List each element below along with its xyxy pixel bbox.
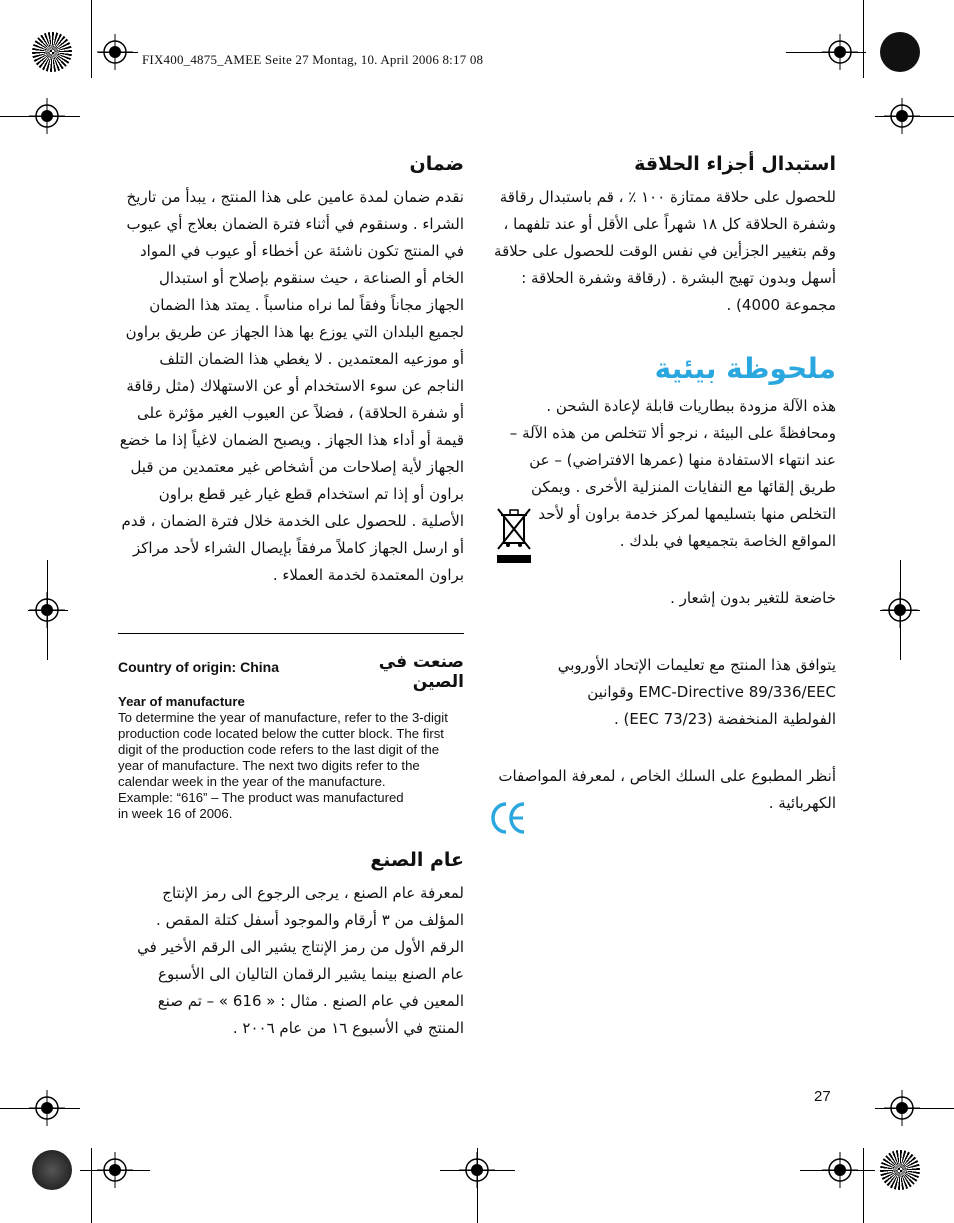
year-of-manufacture-arabic xyxy=(118,846,464,1042)
ce-mark-icon xyxy=(490,798,526,838)
registration-mark-icon xyxy=(884,1090,920,1126)
year-heading: Year of manufacture xyxy=(118,694,245,709)
blade-replacement-text: للحصول على حلاقة ممتازة ١٠٠ ٪ ، قم باستبدال رقاقة وشفرة الحلاقة كل ١٨ شهراً على الأقل أو عند تلفهما ، وقم بتغيير الجزأين في نفس الوقت للحصول على حلاقة أسهل وبدون تهيج البشرة . (رقاقة وشفرة الحلاقة : مجموعة 4000) . xyxy=(494,188,836,314)
environment-heading: ملحوظة بيئية xyxy=(654,352,836,385)
year-text: To determine the year of manufacture, refer to the 3-digit production code located below the cutter block. The first digit of the production code refers to the last digit of the year of manufacture. The next two digits refer to the calendar week in the year of the manufacture. xyxy=(118,710,448,789)
left-column xyxy=(118,150,464,589)
emc-text: يتوافق هذا المنتج مع تعليمات الإتحاد الأوروبي EMC-Directive 89/336/EEC وقوانين الفولطية المنخفضة (73/23 EEC) . xyxy=(557,656,836,728)
print-slug: FIX400_4875_AMEE Seite 27 Montag, 10. April 2006 8:17 08 xyxy=(142,52,484,67)
registration-mark-icon xyxy=(29,98,65,134)
color-rosette-icon xyxy=(32,1150,72,1190)
blade-replacement-heading: استبدال أجزاء الحلاقة xyxy=(634,153,836,175)
year-example-line-1: Example: “616” – The product was manufactured xyxy=(118,790,404,805)
change-notice: خاضعة للتغير بدون إشعار . xyxy=(670,589,836,607)
registration-mark-icon xyxy=(882,592,918,628)
color-rosette-icon xyxy=(32,32,72,72)
arabic-year-heading: عام الصنع xyxy=(370,849,464,871)
origin-english: Country of origin: China xyxy=(118,659,279,675)
section-divider xyxy=(118,633,464,634)
origin-arabic: صنعت في الصين xyxy=(378,652,464,692)
registration-mark-icon xyxy=(97,1152,133,1188)
warranty-text: نقدم ضمان لمدة عامين على هذا المنتج ، يبدأ من تاريخ الشراء . وسنقوم في أثناء فترة الضمان بعلاج أي عيوب في المنتج تكون ناشئة عن أخطاء أو عيوب في المواد الخام أو الصناعة ، حيث سنقوم بإصلاح أو استبدال الجهاز مجاناً وفقاً لما نراه مناسباً . يمتد هذا الضمان لجميع البلدان التي يوزع بها هذا الجهاز عن طريق براون أو موزعيه المعتمدين . لا يغطي هذا الضمان التلف الناجم عن سوء الاستخدام أو عن الاستهلاك (مثل رقاقة أو شفرة الحلاقة) ، فضلاً عن العيوب الغير مؤثرة على قيمة أو أداء هذا الجهاز . ويصبح الضمان لاغياً إذا ما خضع الجهاز لأية إصلاحات من أشخاص غير معتمدين من قبل براون أو إذا تم استخدام قطع غيار غير قطع براون الأصلية . للحصول على الخدمة خلال فترة الضمان ، قدم أو ارسل الجهاز كاملاً مرفقاً بإيصال الشراء لأحد مراكز براون المعتمدة لخدمة العملاء . xyxy=(119,188,464,584)
color-rosette-icon xyxy=(880,1150,920,1190)
warranty-heading: ضمان xyxy=(409,153,464,175)
registration-mark-icon xyxy=(459,1152,495,1188)
year-of-manufacture-english xyxy=(118,694,468,822)
registration-mark-icon xyxy=(822,1152,858,1188)
registration-mark-icon xyxy=(884,98,920,134)
registration-mark-icon xyxy=(29,1090,65,1126)
arabic-year-text: لمعرفة عام الصنع ، يرجى الرجوع الى رمز الإنتاج المؤلف من ٣ أرقام والموجود أسفل كتلة المقص . الرقم الأول من رمز الإنتاج يشير الى الرقم الأخير في عام الصنع بينما يشير الرقمان التاليان الى الأسبوع المعين في عام الصنع . مثال : « 616 » – تم صنع المنتج في الأسبوع ١٦ من عام ٢٠٠٦ . xyxy=(137,884,464,1037)
color-rosette-icon xyxy=(880,32,920,72)
crossed-bin-icon xyxy=(494,505,534,567)
registration-mark-icon xyxy=(822,34,858,70)
rating-text: أنظر المطبوع على السلك الخاص ، لمعرفة المواصفات الكهربائية . xyxy=(498,767,836,812)
year-example-line-2: in week 16 of 2006. xyxy=(118,806,233,821)
registration-mark-icon xyxy=(97,34,133,70)
registration-mark-icon xyxy=(29,592,65,628)
environment-text: هذه الآلة مزودة ببطاريات قابلة لإعادة الشحن . ومحافظةً على البيئة ، نرجو ألا تتخلص من هذه الآلة – عند انتهاء الاستفادة منها (عمرها الافتراضي) – عن طريق إلقائها مع النفايات المنزلية الأخرى . ويمكن التخلص منها بتسليمها لمركز خدمة براون أو لأحد المواقع الخاصة بتجميعها في بلدك . xyxy=(509,397,836,550)
page-number: 27 xyxy=(814,1088,831,1105)
right-column xyxy=(492,150,836,817)
